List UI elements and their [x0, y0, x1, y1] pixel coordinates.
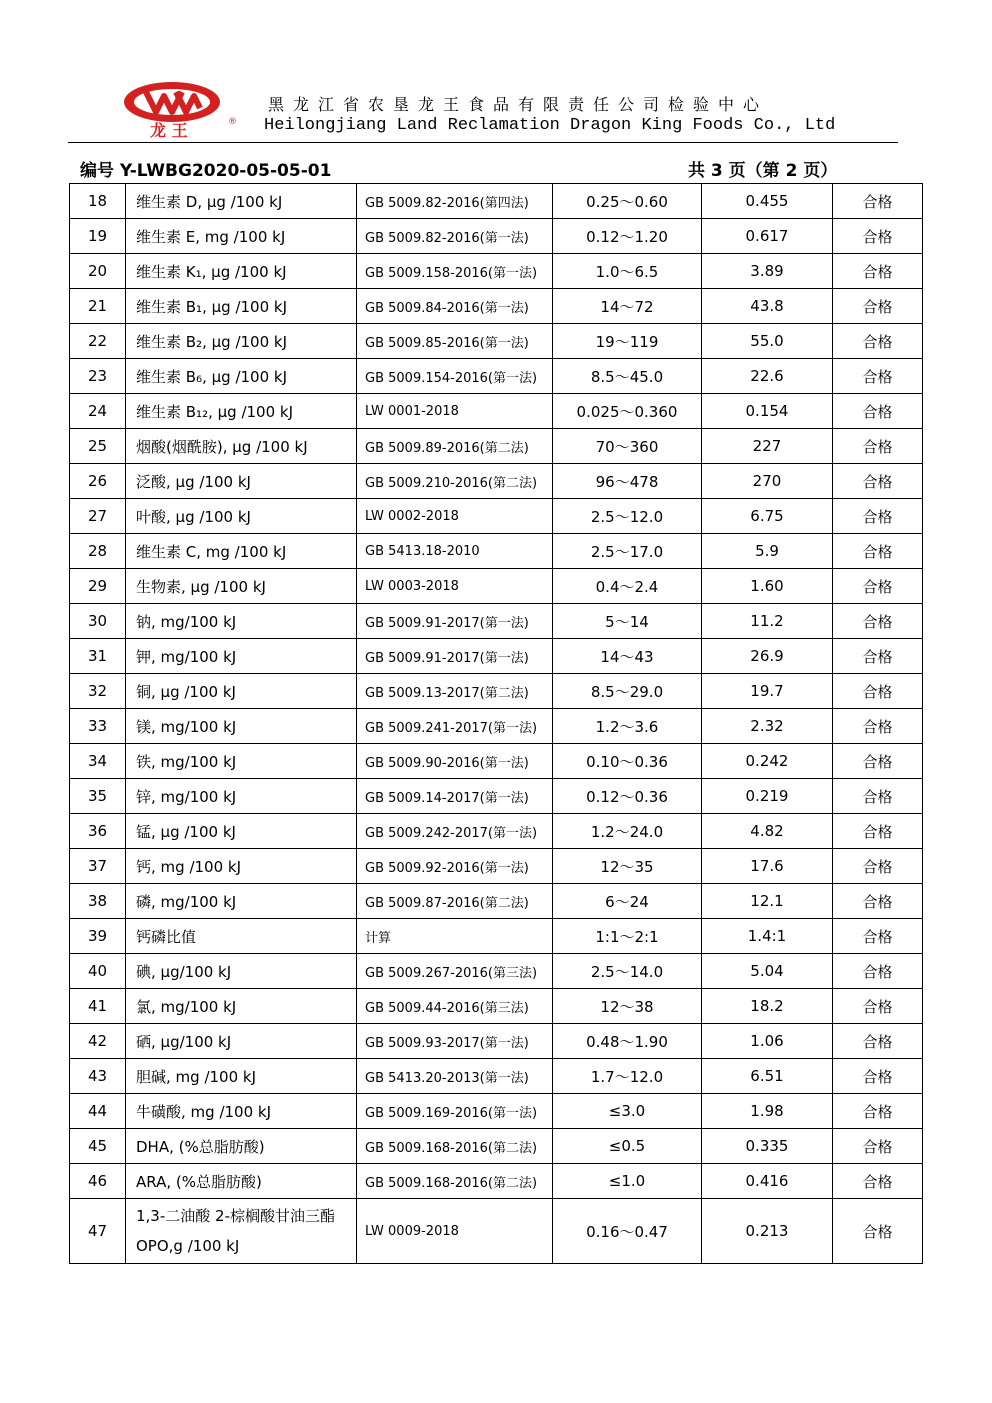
standard-value-cell: 12～38: [553, 989, 702, 1024]
test-item-cell: 维生素 B₁₂, μg /100 kJ: [126, 394, 357, 429]
test-item-cell: 硒, μg/100 kJ: [126, 1024, 357, 1059]
test-result-cell: 1.98: [702, 1094, 833, 1129]
test-result-cell: 3.89: [702, 254, 833, 289]
standard-value-cell: ≤3.0: [553, 1094, 702, 1129]
test-method-cell: GB 5009.267-2016(第三法): [357, 954, 553, 989]
row-number-cell: 37: [70, 849, 126, 884]
test-result-cell: 17.6: [702, 849, 833, 884]
test-item-cell: 铁, mg/100 kJ: [126, 744, 357, 779]
test-result-cell: 5.04: [702, 954, 833, 989]
registered-mark: ®: [228, 117, 237, 127]
test-method-cell: GB 5009.44-2016(第三法): [357, 989, 553, 1024]
standard-value-cell: 2.5～17.0: [553, 534, 702, 569]
table-row: [70, 989, 923, 1024]
test-item-cell: 维生素 B₁, μg /100 kJ: [126, 289, 357, 324]
results-table: [69, 183, 923, 1264]
table-row: [70, 289, 923, 324]
judgement-cell: 合格: [833, 779, 923, 814]
test-result-cell: 55.0: [702, 324, 833, 359]
test-method-cell: GB 5413.20-2013(第一法): [357, 1059, 553, 1094]
test-method-cell: GB 5009.154-2016(第一法): [357, 359, 553, 394]
test-method-cell: GB 5009.210-2016(第二法): [357, 464, 553, 499]
judgement-cell: 合格: [833, 744, 923, 779]
logo-text: 龙 王: [150, 121, 188, 140]
row-number-cell: 22: [70, 324, 126, 359]
test-item-cell: 钠, mg/100 kJ: [126, 604, 357, 639]
table-row: [70, 534, 923, 569]
table-row: [70, 919, 923, 954]
test-item-cell: DHA, (%总脂肪酸): [126, 1129, 357, 1164]
test-method-cell: GB 5009.92-2016(第一法): [357, 849, 553, 884]
row-number-cell: 27: [70, 499, 126, 534]
test-item-cell: 铜, μg /100 kJ: [126, 674, 357, 709]
test-result-cell: 22.6: [702, 359, 833, 394]
standard-value-cell: 1.0～6.5: [553, 254, 702, 289]
standard-value-cell: ≤0.5: [553, 1129, 702, 1164]
table-row: [70, 359, 923, 394]
test-method-cell: GB 5009.91-2017(第一法): [357, 639, 553, 674]
judgement-cell: 合格: [833, 1059, 923, 1094]
row-number-cell: 40: [70, 954, 126, 989]
standard-value-cell: 1.2～24.0: [553, 814, 702, 849]
test-item-cell: 碘, μg/100 kJ: [126, 954, 357, 989]
judgement-cell: 合格: [833, 289, 923, 324]
judgement-cell: 合格: [833, 919, 923, 954]
test-method-cell: LW 0001-2018: [357, 394, 553, 429]
standard-value-cell: ≤1.0: [553, 1164, 702, 1199]
test-item-cell: 1,3-二油酸 2-棕榈酸甘油三酯 OPO,g /100 kJ: [126, 1199, 357, 1264]
row-number-cell: 21: [70, 289, 126, 324]
test-result-cell: 1.06: [702, 1024, 833, 1059]
standard-value-cell: 0.25～0.60: [553, 184, 702, 219]
standard-value-cell: 0.12～1.20: [553, 219, 702, 254]
row-number-cell: 44: [70, 1094, 126, 1129]
test-item-cell: 烟酸(烟酰胺), μg /100 kJ: [126, 429, 357, 464]
judgement-cell: 合格: [833, 1199, 923, 1264]
test-result-cell: 43.8: [702, 289, 833, 324]
test-method-cell: GB 5009.241-2017(第一法): [357, 709, 553, 744]
header-divider: [68, 142, 898, 143]
test-method-cell: GB 5009.85-2016(第一法): [357, 324, 553, 359]
test-result-cell: 0.213: [702, 1199, 833, 1264]
row-number-cell: 24: [70, 394, 126, 429]
row-number-cell: 39: [70, 919, 126, 954]
test-result-cell: 18.2: [702, 989, 833, 1024]
judgement-cell: 合格: [833, 1129, 923, 1164]
table-row: [70, 604, 923, 639]
judgement-cell: 合格: [833, 814, 923, 849]
test-item-cell: 叶酸, μg /100 kJ: [126, 499, 357, 534]
standard-value-cell: 6～24: [553, 884, 702, 919]
test-method-cell: LW 0002-2018: [357, 499, 553, 534]
row-number-cell: 30: [70, 604, 126, 639]
table-row: [70, 849, 923, 884]
company-logo: [120, 78, 250, 142]
table-row: [70, 1199, 923, 1264]
test-method-cell: GB 5009.168-2016(第二法): [357, 1129, 553, 1164]
test-method-cell: GB 5009.169-2016(第一法): [357, 1094, 553, 1129]
judgement-cell: 合格: [833, 359, 923, 394]
test-item-cell: 镁, mg/100 kJ: [126, 709, 357, 744]
test-result-cell: 0.335: [702, 1129, 833, 1164]
page-indicator: 共 3 页（第 2 页）: [688, 161, 838, 181]
row-number-cell: 25: [70, 429, 126, 464]
standard-value-cell: 1.2～3.6: [553, 709, 702, 744]
test-item-cell: 维生素 C, mg /100 kJ: [126, 534, 357, 569]
test-result-cell: 6.75: [702, 499, 833, 534]
row-number-cell: 23: [70, 359, 126, 394]
company-name-en: Heilongjiang Land Reclamation Dragon King Foods Co., Ltd: [264, 116, 836, 135]
test-method-cell: GB 5009.91-2017(第一法): [357, 604, 553, 639]
test-item-cell: 氯, mg/100 kJ: [126, 989, 357, 1024]
test-item-cell: 牛磺酸, mg /100 kJ: [126, 1094, 357, 1129]
judgement-cell: 合格: [833, 464, 923, 499]
test-method-cell: GB 5009.90-2016(第一法): [357, 744, 553, 779]
test-result-cell: 0.219: [702, 779, 833, 814]
judgement-cell: 合格: [833, 604, 923, 639]
test-result-cell: 26.9: [702, 639, 833, 674]
judgement-cell: 合格: [833, 709, 923, 744]
row-number-cell: 42: [70, 1024, 126, 1059]
standard-value-cell: 70～360: [553, 429, 702, 464]
test-method-cell: GB 5009.89-2016(第二法): [357, 429, 553, 464]
judgement-cell: 合格: [833, 219, 923, 254]
test-result-cell: 1.60: [702, 569, 833, 604]
test-method-cell: GB 5009.84-2016(第一法): [357, 289, 553, 324]
test-result-cell: 227: [702, 429, 833, 464]
row-number-cell: 31: [70, 639, 126, 674]
judgement-cell: 合格: [833, 884, 923, 919]
standard-value-cell: 0.4～2.4: [553, 569, 702, 604]
row-number-cell: 34: [70, 744, 126, 779]
test-item-cell: 钙, mg /100 kJ: [126, 849, 357, 884]
standard-value-cell: 8.5～45.0: [553, 359, 702, 394]
table-row: [70, 814, 923, 849]
row-number-cell: 26: [70, 464, 126, 499]
judgement-cell: 合格: [833, 1094, 923, 1129]
judgement-cell: 合格: [833, 499, 923, 534]
row-number-cell: 35: [70, 779, 126, 814]
test-result-cell: 6.51: [702, 1059, 833, 1094]
table-row: [70, 779, 923, 814]
test-item-cell: 锰, μg /100 kJ: [126, 814, 357, 849]
judgement-cell: 合格: [833, 1164, 923, 1199]
row-number-cell: 46: [70, 1164, 126, 1199]
table-row: [70, 1129, 923, 1164]
row-number-cell: 18: [70, 184, 126, 219]
judgement-cell: 合格: [833, 569, 923, 604]
table-row: [70, 884, 923, 919]
row-number-cell: 32: [70, 674, 126, 709]
standard-value-cell: 19～119: [553, 324, 702, 359]
standard-value-cell: 96～478: [553, 464, 702, 499]
table-row: [70, 744, 923, 779]
judgement-cell: 合格: [833, 639, 923, 674]
table-row: [70, 709, 923, 744]
test-item-cell: 维生素 E, mg /100 kJ: [126, 219, 357, 254]
judgement-cell: 合格: [833, 674, 923, 709]
test-result-cell: 0.154: [702, 394, 833, 429]
standard-value-cell: 0.48～1.90: [553, 1024, 702, 1059]
row-number-cell: 33: [70, 709, 126, 744]
test-result-cell: 4.82: [702, 814, 833, 849]
judgement-cell: 合格: [833, 184, 923, 219]
results-table-body: [70, 184, 923, 1264]
test-method-cell: GB 5009.82-2016(第四法): [357, 184, 553, 219]
judgement-cell: 合格: [833, 1024, 923, 1059]
table-row: [70, 1059, 923, 1094]
test-method-cell: LW 0009-2018: [357, 1199, 553, 1264]
standard-value-cell: 1.7～12.0: [553, 1059, 702, 1094]
judgement-cell: 合格: [833, 324, 923, 359]
table-row: [70, 674, 923, 709]
test-method-cell: GB 5009.13-2017(第二法): [357, 674, 553, 709]
table-row: [70, 429, 923, 464]
row-number-cell: 38: [70, 884, 126, 919]
test-item-cell: 锌, mg/100 kJ: [126, 779, 357, 814]
standard-value-cell: 0.025～0.360: [553, 394, 702, 429]
test-result-cell: 5.9: [702, 534, 833, 569]
standard-value-cell: 1:1～2:1: [553, 919, 702, 954]
test-method-cell: GB 5009.168-2016(第二法): [357, 1164, 553, 1199]
test-item-cell: 维生素 B₂, μg /100 kJ: [126, 324, 357, 359]
document-number: 编号 Y-LWBG2020-05-05-01: [80, 161, 332, 181]
table-row: [70, 1164, 923, 1199]
test-result-cell: 270: [702, 464, 833, 499]
row-number-cell: 43: [70, 1059, 126, 1094]
test-item-cell: 钙磷比值: [126, 919, 357, 954]
test-method-cell: GB 5009.14-2017(第一法): [357, 779, 553, 814]
judgement-cell: 合格: [833, 849, 923, 884]
table-row: [70, 254, 923, 289]
test-result-cell: 12.1: [702, 884, 833, 919]
test-item-cell: 维生素 D, μg /100 kJ: [126, 184, 357, 219]
standard-value-cell: 0.16～0.47: [553, 1199, 702, 1264]
judgement-cell: 合格: [833, 534, 923, 569]
row-number-cell: 20: [70, 254, 126, 289]
test-method-cell: GB 5009.93-2017(第一法): [357, 1024, 553, 1059]
test-method-cell: GB 5009.158-2016(第一法): [357, 254, 553, 289]
test-result-cell: 11.2: [702, 604, 833, 639]
test-method-cell: GB 5413.18-2010: [357, 534, 553, 569]
judgement-cell: 合格: [833, 254, 923, 289]
row-number-cell: 41: [70, 989, 126, 1024]
test-item-cell: 生物素, μg /100 kJ: [126, 569, 357, 604]
standard-value-cell: 14～72: [553, 289, 702, 324]
test-result-cell: 19.7: [702, 674, 833, 709]
test-result-cell: 0.617: [702, 219, 833, 254]
judgement-cell: 合格: [833, 954, 923, 989]
test-item-cell: 磷, mg/100 kJ: [126, 884, 357, 919]
judgement-cell: 合格: [833, 394, 923, 429]
test-method-cell: GB 5009.82-2016(第一法): [357, 219, 553, 254]
table-row: [70, 394, 923, 429]
table-row: [70, 324, 923, 359]
table-row: [70, 954, 923, 989]
test-item-cell: 胆碱, mg /100 kJ: [126, 1059, 357, 1094]
row-number-cell: 19: [70, 219, 126, 254]
test-method-cell: GB 5009.242-2017(第一法): [357, 814, 553, 849]
test-item-cell: ARA, (%总脂肪酸): [126, 1164, 357, 1199]
table-row: [70, 1024, 923, 1059]
standard-value-cell: 14～43: [553, 639, 702, 674]
table-row: [70, 219, 923, 254]
test-result-cell: 0.416: [702, 1164, 833, 1199]
standard-value-cell: 2.5～14.0: [553, 954, 702, 989]
test-method-cell: LW 0003-2018: [357, 569, 553, 604]
test-item-cell: 钾, mg/100 kJ: [126, 639, 357, 674]
table-row: [70, 184, 923, 219]
standard-value-cell: 5～14: [553, 604, 702, 639]
standard-value-cell: 8.5～29.0: [553, 674, 702, 709]
test-result-cell: 0.455: [702, 184, 833, 219]
row-number-cell: 29: [70, 569, 126, 604]
table-row: [70, 569, 923, 604]
test-result-cell: 2.32: [702, 709, 833, 744]
standard-value-cell: 12～35: [553, 849, 702, 884]
row-number-cell: 28: [70, 534, 126, 569]
company-name-cn: 黑龙江省农垦龙王食品有限责任公司检验中心: [268, 95, 769, 114]
test-item-cell: 维生素 K₁, μg /100 kJ: [126, 254, 357, 289]
test-result-cell: 1.4:1: [702, 919, 833, 954]
row-number-cell: 45: [70, 1129, 126, 1164]
table-row: [70, 1094, 923, 1129]
judgement-cell: 合格: [833, 429, 923, 464]
row-number-cell: 47: [70, 1199, 126, 1264]
standard-value-cell: 2.5～12.0: [553, 499, 702, 534]
test-result-cell: 0.242: [702, 744, 833, 779]
standard-value-cell: 0.12～0.36: [553, 779, 702, 814]
table-row: [70, 464, 923, 499]
table-row: [70, 639, 923, 674]
test-item-cell: 维生素 B₆, μg /100 kJ: [126, 359, 357, 394]
judgement-cell: 合格: [833, 989, 923, 1024]
row-number-cell: 36: [70, 814, 126, 849]
test-method-cell: 计算: [357, 919, 553, 954]
test-item-cell: 泛酸, μg /100 kJ: [126, 464, 357, 499]
test-method-cell: GB 5009.87-2016(第二法): [357, 884, 553, 919]
standard-value-cell: 0.10～0.36: [553, 744, 702, 779]
table-row: [70, 499, 923, 534]
